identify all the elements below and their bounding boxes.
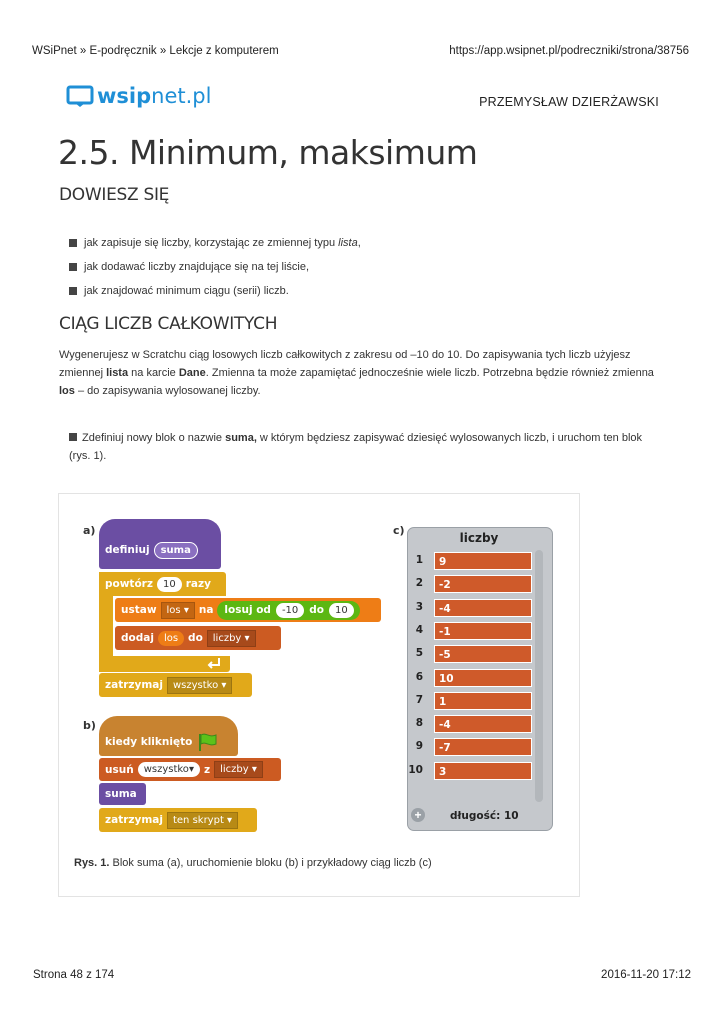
add-variable-reporter[interactable]: los: [158, 631, 184, 646]
page-url[interactable]: https://app.wsipnet.pl/podreczniki/strona/38756: [449, 45, 689, 57]
list-item[interactable]: -5: [434, 645, 532, 663]
stop-this-script-block[interactable]: zatrzymaj ten skrypt ▾: [99, 808, 257, 832]
logo-text-light: net.pl: [151, 84, 212, 108]
list-item[interactable]: -1: [434, 622, 532, 640]
logo-text-bold: wsip: [97, 84, 152, 108]
list-item[interactable]: -4: [434, 599, 532, 617]
list-index: 3: [415, 600, 423, 613]
figure-label-a: a): [83, 524, 96, 537]
bullet-item: [69, 261, 309, 273]
figure-label-c: c): [393, 524, 405, 537]
list-index: 5: [415, 647, 423, 660]
define-block[interactable]: definiuj suma: [99, 519, 221, 569]
list-index: 10: [408, 763, 423, 776]
list-index: 8: [415, 717, 423, 730]
stop-option-dropdown[interactable]: wszystko ▾: [167, 677, 232, 694]
add-to-list-block[interactable]: dodaj los do liczby ▾: [115, 626, 281, 650]
stop-all-block[interactable]: zatrzymaj wszystko ▾: [99, 673, 252, 697]
list-index: 4: [415, 623, 423, 636]
list-index: 9: [415, 740, 423, 753]
bullet-square-icon: [69, 433, 77, 441]
print-date: 2016-11-20 17:12: [601, 969, 691, 981]
list-length: długość: 10: [450, 810, 519, 822]
list-item[interactable]: -4: [434, 715, 532, 733]
bullet-text: jak zapisuje się liczby, korzystając ze zmiennej typu lista,: [84, 237, 361, 249]
bullet-square-icon: [69, 287, 77, 295]
random-block[interactable]: losuj od -10 do 10: [217, 601, 359, 620]
bullet-text: jak dodawać liczby znajdujące się na tej liście,: [84, 261, 310, 273]
bullet-item: [69, 237, 361, 249]
call-suma-block[interactable]: suma: [99, 783, 146, 805]
list-scrollbar[interactable]: [535, 550, 543, 802]
bullet-text: jak znajdować minimum ciągu (serii) liczb.: [84, 285, 289, 297]
list-item[interactable]: 3: [434, 762, 532, 780]
random-to[interactable]: 10: [329, 603, 354, 618]
page-title: 2.5. Minimum, maksimum: [58, 133, 478, 172]
list-item[interactable]: -7: [434, 738, 532, 756]
stop-script-dropdown[interactable]: ten skrypt ▾: [167, 812, 238, 829]
author-name: PRZEMYSŁAW DZIERŻAWSKI: [479, 95, 659, 109]
section-heading-learn: DOWIESZ SIĘ: [59, 185, 170, 205]
bullet-square-icon: [69, 239, 77, 247]
figure-caption: Rys. 1. Blok suma (a), uruchomienie bloku (b) i przykładowy ciąg liczb (c): [74, 857, 432, 869]
breadcrumb: WSiPnet » E-podręcznik » Lekcje z komputerem: [32, 45, 279, 57]
list-item[interactable]: 9: [434, 552, 532, 570]
list-item[interactable]: 1: [434, 692, 532, 710]
page-counter: Strona 48 z 174: [33, 969, 115, 981]
section-heading-integers: CIĄG LICZB CAŁKOWITYCH: [59, 314, 278, 334]
delete-list-dropdown[interactable]: liczby ▾: [214, 761, 263, 778]
list-index: 6: [415, 670, 423, 683]
list-index: 7: [415, 693, 423, 706]
set-variable-dropdown[interactable]: los ▾: [161, 602, 195, 619]
repeat-count[interactable]: 10: [157, 577, 182, 592]
set-variable-block[interactable]: ustaw los ▾ na losuj od -10 do 10: [115, 598, 381, 622]
repeat-label: powtórz 10 razy: [105, 578, 211, 590]
wsipnet-logo[interactable]: [66, 84, 211, 108]
define-arg: suma: [154, 542, 198, 559]
random-from[interactable]: -10: [276, 603, 304, 618]
list-item[interactable]: 10: [434, 669, 532, 687]
bullet-item: [69, 285, 289, 297]
book-icon: [66, 84, 94, 108]
task-item: Zdefiniuj nowy blok o nazwie suma, w którym będziesz zapisywać dziesięć wylosowanych liczb, i uruchom ten blok (rys. 1).: [69, 432, 643, 462]
when-flag-clicked-block[interactable]: kiedy kliknięto: [99, 716, 238, 756]
add-item-button[interactable]: +: [411, 808, 425, 822]
figure-label-b: b): [83, 719, 96, 732]
delete-option[interactable]: wszystko▾: [138, 762, 200, 777]
loop-arrow-icon: [207, 657, 223, 669]
bullet-square-icon: [69, 263, 77, 271]
intro-paragraph: Wygenerujesz w Scratchu ciąg losowych liczb całkowitych z zakresu od –10 do 10. Do zapisywania tych liczb użyjesz zmiennej lista na karcie Dane. Zmienna ta może zapamiętać jednocześnie wiele liczb. Potrzebna będzie również zmienna los – do zapisywania wylosowanej liczby.: [59, 349, 654, 397]
list-index: 1: [415, 554, 423, 566]
list-title: liczby: [459, 531, 499, 545]
delete-from-list-block[interactable]: usuń wszystko▾ z liczby ▾: [99, 758, 281, 781]
green-flag-icon: [196, 732, 218, 752]
list-index: 2: [415, 577, 423, 590]
add-list-dropdown[interactable]: liczby ▾: [207, 630, 256, 647]
list-item[interactable]: -2: [434, 575, 532, 593]
